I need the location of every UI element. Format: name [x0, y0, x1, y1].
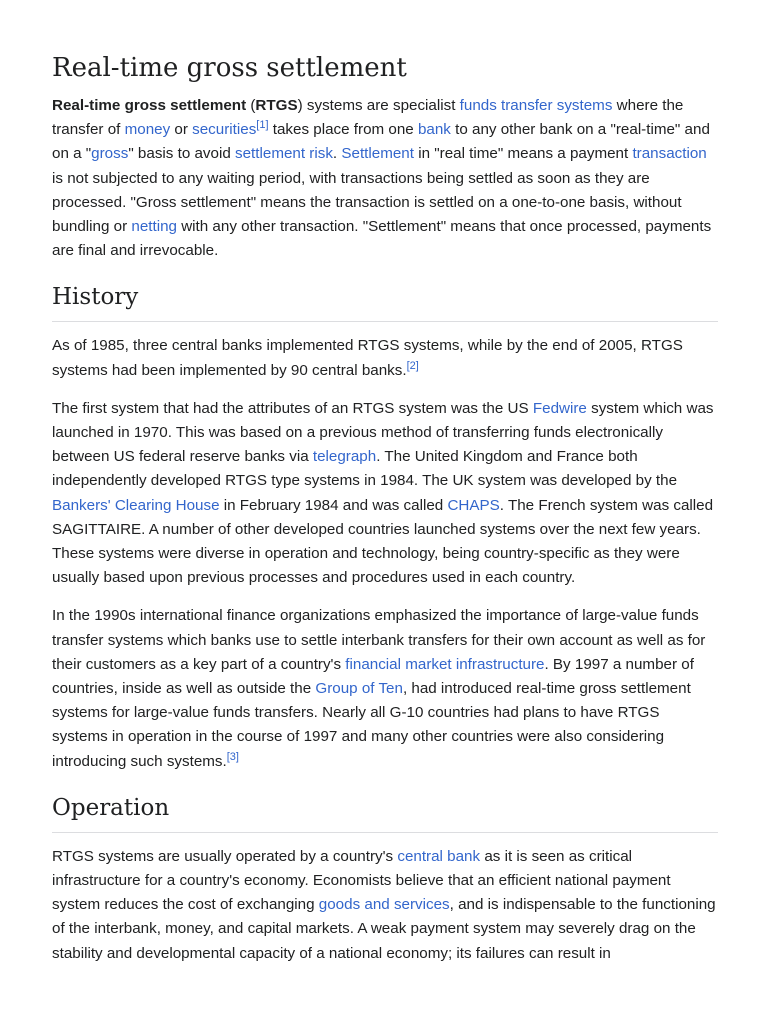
history-paragraph-2 — [52, 397, 718, 591]
link-settlement-risk[interactable]: settlement risk — [235, 145, 333, 163]
bold-term: Real-time gross settlement — [52, 97, 247, 114]
link-funds-transfer-systems[interactable]: funds transfer systems — [459, 97, 613, 114]
page-title: Real-time gross settlement — [52, 53, 407, 83]
text: RTGS systems are usually operated by a country's — [52, 847, 398, 865]
link-goods-and-services[interactable]: goods and services — [318, 896, 450, 914]
text: In the 1990s international finance organizations emphasized the importance of large-value funds transfer systems which banks use to settle interbank transfers for their own account as well as for their customers as a key part of a country's — [52, 607, 706, 673]
operation-paragraph-1 — [52, 845, 718, 966]
link-financial-market-infrastructure[interactable]: financial market infrastructure — [345, 655, 545, 673]
text: " basis to avoid — [128, 145, 236, 163]
text: to any other bank on a "real-time" and on a " — [52, 121, 710, 163]
article-content — [52, 50, 718, 980]
reference-1[interactable]: [1] — [256, 119, 269, 132]
text: as it is seen as critical infrastructure for a country's economy. Economists believe that an efficient national payment system reduces the cost of exchanging — [52, 847, 671, 914]
text: is not subjected to any waiting period, with transactions being settled as soon as they are processed. "Gross settlement" means the transaction is settled on a one-to-one basis, without bundling or — [52, 169, 682, 236]
link-telegraph[interactable]: telegraph — [312, 448, 377, 466]
link-securities[interactable]: securities — [192, 121, 257, 139]
text: system which was launched in 1970. This was based on a previous method of transferring funds electronically between US federal reserve banks via — [52, 399, 714, 466]
link-bankers-clearing-house[interactable]: Bankers' Clearing House — [52, 496, 220, 514]
link-settlement[interactable]: Settlement — [341, 145, 414, 163]
text: . By 1997 a number of countries, inside as well as outside the — [52, 655, 694, 698]
text: As of 1985, three central banks implemented RTGS systems, while by the end of 2005, RTGS systems had been implemented by 90 central banks. — [52, 337, 683, 379]
text: ( — [246, 97, 256, 114]
text: where the transfer of — [52, 97, 684, 139]
text: ) systems are specialist — [297, 97, 460, 114]
text: The first system that had the attributes of an RTGS system was the US — [52, 399, 533, 417]
link-netting[interactable]: netting — [131, 218, 177, 236]
bold-term-abbr: RTGS — [255, 97, 298, 114]
text: with any other transaction. "Settlement" means that once processed, payments are final and irrevocable. — [52, 218, 712, 260]
text: , and is indispensable to the functioning of the interbank, money, and capital markets. A weak payment system may severely drag on the stability and developmental capacity of a national economy; its failures can result in — [52, 896, 716, 962]
text: , had introduced real-time gross settlement systems for large-value funds transfers. Nearly all G-10 countries had plans to have RTGS systems in operation in the course of 1997 and many other countries were also considering introducing such systems. — [52, 680, 691, 770]
text: in February 1984 and was called — [219, 496, 448, 514]
section-heading-history: History — [52, 281, 718, 322]
text: . The French system was called SAGITTAIRE. A number of other developed countries launched systems over the next few years. These systems were diverse in operation and technology, being country-specific as they were usually based upon previous processes and procedures used in each country. — [52, 496, 714, 587]
intro-paragraph — [52, 94, 718, 263]
link-gross[interactable]: gross — [91, 145, 129, 163]
link-group-of-ten[interactable]: Group of Ten — [315, 680, 403, 698]
section-heading-operation: Operation — [52, 792, 718, 833]
link-chaps[interactable]: CHAPS — [447, 496, 500, 514]
link-transaction[interactable]: transaction — [632, 145, 707, 163]
text: takes place from one — [268, 121, 418, 139]
link-money[interactable]: money — [124, 121, 171, 139]
text: or — [170, 121, 193, 139]
link-fedwire[interactable]: Fedwire — [532, 399, 587, 417]
reference-3[interactable]: [3] — [226, 750, 239, 763]
text: . The United Kingdom and France both independently developed RTGS type systems in 1984. The UK system was developed by the — [52, 448, 678, 490]
text: in "real time" means a payment — [413, 145, 633, 163]
reference-2[interactable]: [2] — [406, 359, 419, 372]
history-paragraph-3 — [52, 604, 718, 773]
link-bank[interactable]: bank — [417, 121, 451, 139]
history-paragraph-1 — [52, 334, 718, 382]
link-central-bank[interactable]: central bank — [397, 847, 481, 865]
text: . — [332, 145, 342, 163]
